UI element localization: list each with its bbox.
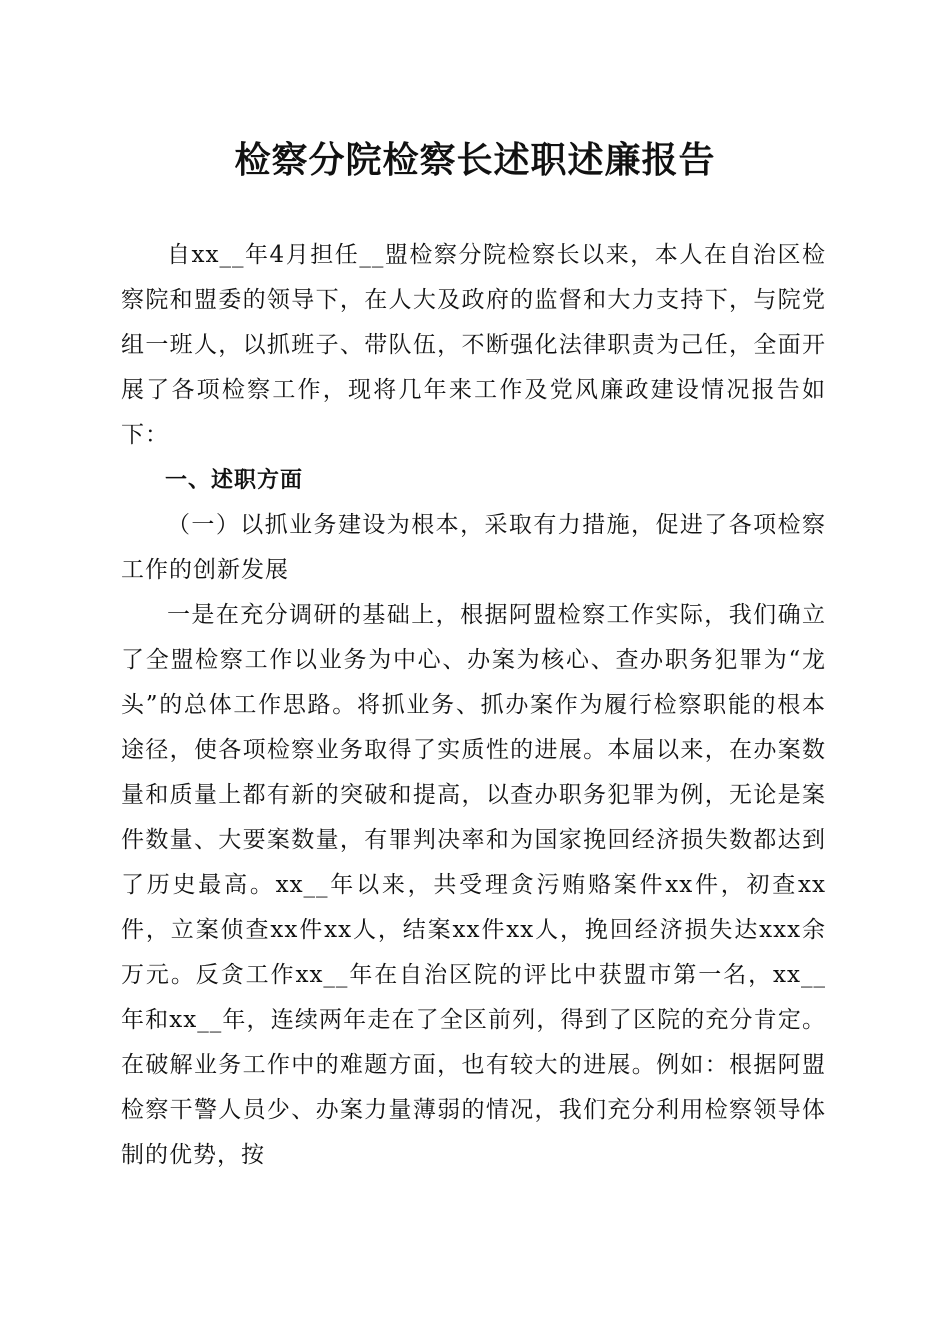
- subsection-heading: （一）以抓业务建设为根本，采取有力措施，促进了各项检察工作的创新发展: [121, 512, 826, 583]
- document-title: 检察分院检察长述职述廉报告: [234, 139, 716, 181]
- section-heading: 一、述职方面: [165, 468, 304, 493]
- body-paragraph: 一是在充分调研的基础上，根据阿盟检察工作实际，我们确立了全盟检察工作以业务为中心、办案为核心、查办职务犯罪为“龙头”的总体工作思路。将抓业务、抓办案作为履行检察职能的根本途径，使各项检察业务取得了实质性的进展。本届以来，在办案数量和质量上都有新的突破和提高，以查办职务犯罪为例，无论是案件数量、大要案数量，有罪判决率和为国家挽回经济损失数都达到了历史最高。xx__年以来，共受理贪污贿赂案件xx件，初查xx件，立案侦查xx件xx人，结案xx件xx人，挽回经济损失达xxx余万元。反贪工作xx__年在自治区院的评比中获盟市第一名，xx__年和xx__年，连续两年走在了全区前列，得到了区院的充分肯定。在破解业务工作中的难题方面，也有较大的进展。例如：根据阿盟检察干警人员少、办案力量薄弱的情况，我们充分利用检察领导体制的优势，按: [121, 602, 826, 1168]
- document-body: [121, 233, 826, 1178]
- intro-paragraph: 自xx__年4月担任__盟检察分院检察长以来，本人在自治区检察院和盟委的领导下，在人大及政府的监督和大力支持下，与院党组一班人，以抓班子、带队伍，不断强化法律职责为己任，全面开展了各项检察工作，现将几年来工作及党风廉政建设情况报告如下：: [121, 242, 826, 448]
